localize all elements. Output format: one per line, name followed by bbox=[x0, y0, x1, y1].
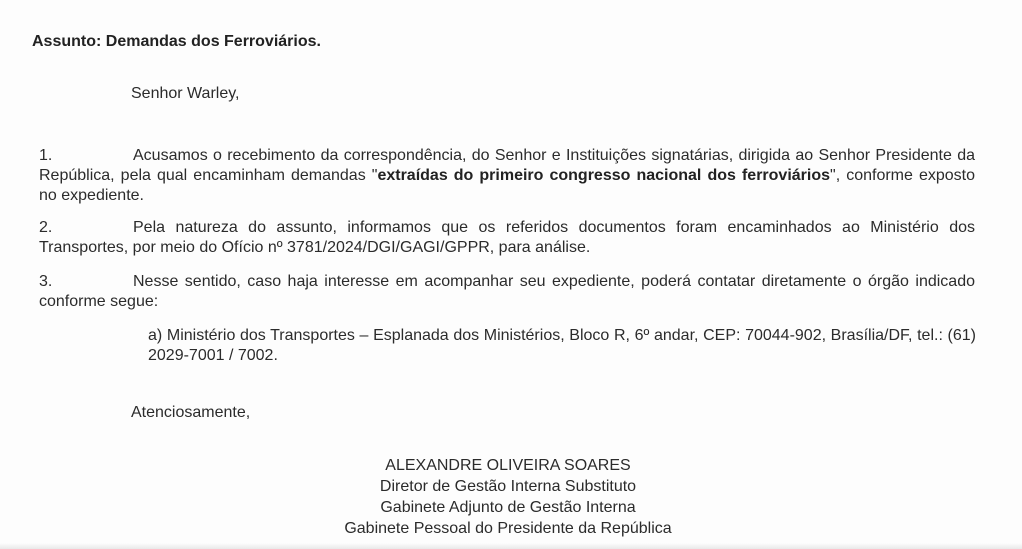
salutation: Senhor Warley, bbox=[131, 85, 240, 102]
signer-office: Gabinete Pessoal do Presidente da República bbox=[344, 520, 672, 537]
signature-block bbox=[258, 455, 758, 539]
item-marker: a) bbox=[148, 327, 163, 344]
contact-item-a bbox=[148, 326, 976, 366]
closing: Atenciosamente, bbox=[131, 404, 251, 421]
paragraph-text: Nesse sentido, caso haja interesse em acompanhar seu expediente, poderá contatar diretamente o órgão indicado conforme segue: bbox=[39, 273, 975, 310]
paragraph-text-end: ", conforme exposto no expediente. bbox=[39, 167, 976, 204]
paragraph-number: 2. bbox=[39, 219, 53, 236]
paragraph-2 bbox=[39, 218, 975, 258]
paragraph-3 bbox=[39, 272, 975, 312]
signer-title: Diretor de Gestão Interna Substituto bbox=[379, 478, 637, 495]
paragraph-1 bbox=[39, 146, 975, 206]
paragraph-number: 3. bbox=[39, 273, 53, 290]
signer-unit: Gabinete Adjunto de Gestão Interna bbox=[380, 499, 636, 516]
paragraph-number: 1. bbox=[39, 147, 53, 164]
signer-name: ALEXANDRE OLIVEIRA SOARES bbox=[385, 457, 631, 474]
subject-line: Assunto: Demandas dos Ferroviários. bbox=[32, 33, 321, 50]
page-bottom-edge bbox=[0, 543, 1022, 549]
paragraph-text: Acusamos o recebimento da correspondência, do Senhor e Instituições signatárias, dirigida ao Senhor Presidente da República, pela qual encaminham demandas " bbox=[39, 147, 975, 184]
item-text: Ministério dos Transportes – Esplanada dos Ministérios, Bloco R, 6º andar, CEP: 70044-902, Brasília/DF, tel.: (61) 2029-7001 / 7002. bbox=[148, 327, 976, 364]
quoted-bold-text: extraídas do primeiro congresso nacional dos ferroviários bbox=[377, 167, 831, 184]
paragraph-text: Pela natureza do assunto, informamos que os referidos documentos foram encaminhados ao Ministério dos Transportes, por meio do Ofício nº 3781/2024/DGI/GAGI/GPPR, para análise. bbox=[39, 219, 975, 256]
